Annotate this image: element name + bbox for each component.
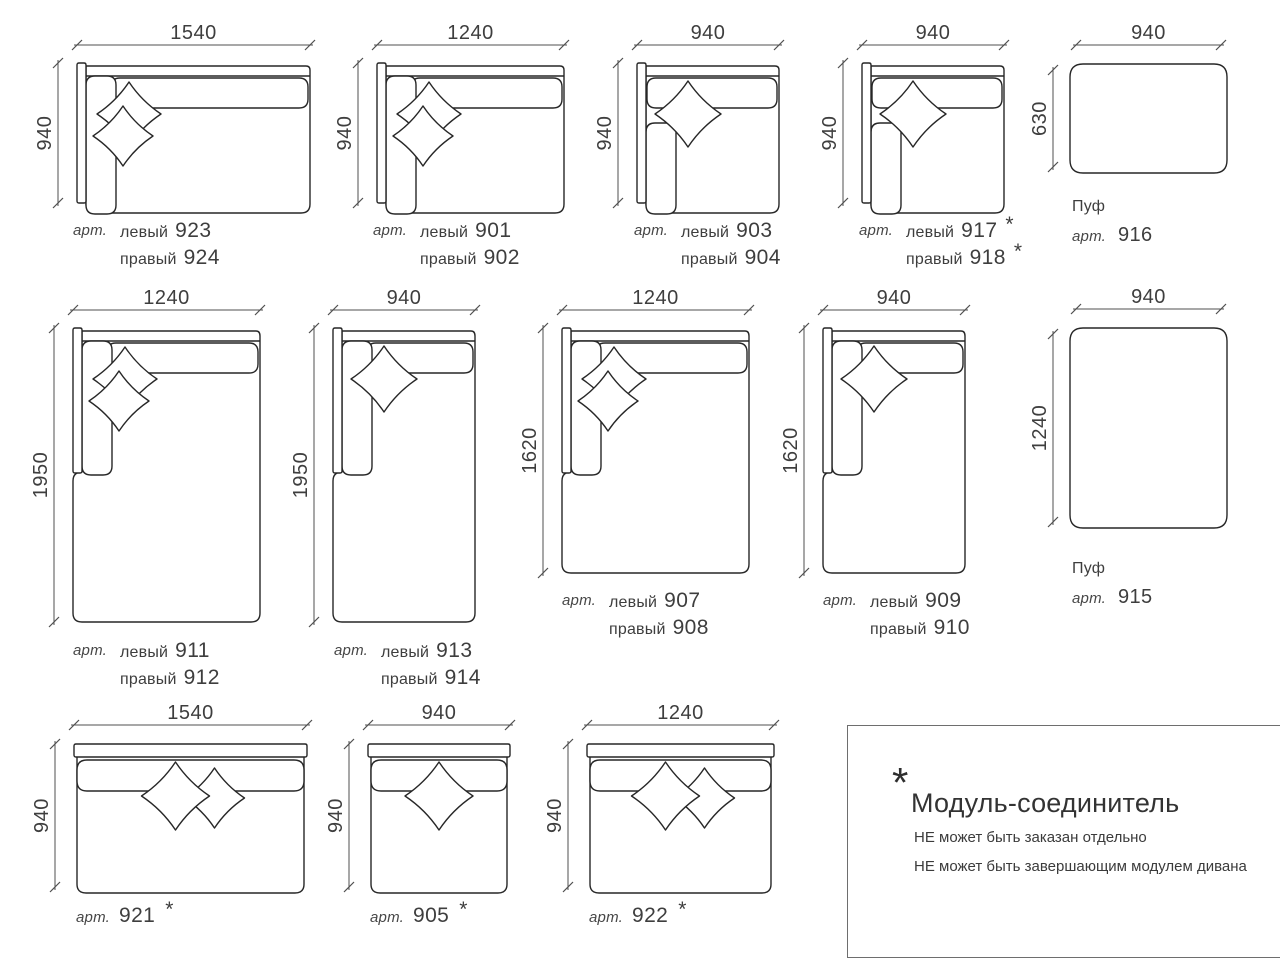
dimension-value: 1950 — [290, 451, 312, 499]
dimension-value: 1240 — [447, 22, 494, 44]
armrest-panel — [333, 328, 342, 473]
article-number: 908 — [672, 616, 709, 639]
module-drawing — [544, 702, 798, 919]
dimension-value: 940 — [1131, 286, 1166, 308]
backrest-rail — [368, 744, 510, 757]
connector-star: * — [459, 898, 468, 921]
dimension-value: 940 — [386, 287, 422, 309]
article-number: 913 — [436, 639, 473, 662]
article-row-right — [609, 615, 709, 642]
module-label — [634, 218, 781, 272]
pouf-title: Пуф — [1072, 198, 1106, 215]
armrest-panel — [862, 63, 871, 203]
armrest-panel — [77, 63, 86, 203]
armrest-panel — [562, 328, 571, 473]
article-row-right — [120, 245, 220, 272]
seat-cushion — [342, 341, 372, 475]
side-word: правый — [419, 251, 477, 268]
module-label — [859, 213, 1023, 272]
side-word: правый — [869, 621, 927, 638]
module-drawing — [1030, 24, 1251, 199]
side-word: правый — [680, 251, 738, 268]
article-word: арт. — [73, 222, 107, 239]
module-label — [76, 898, 174, 930]
dimension-value: 1540 — [170, 22, 217, 44]
dimension-value: 940 — [690, 22, 726, 44]
module-label — [823, 588, 970, 642]
article-number: 917 — [961, 219, 998, 242]
back-cushion — [872, 78, 1002, 108]
pouf-article — [1072, 586, 1153, 611]
connector-star: * — [165, 898, 174, 921]
armrest-panel — [823, 328, 832, 473]
dimension-value: 630 — [1029, 101, 1051, 136]
connector-star: * — [678, 898, 687, 921]
dimension-value: 1540 — [167, 702, 214, 724]
article-number: 918 — [969, 246, 1006, 269]
module-drawing — [1030, 288, 1251, 554]
article-row-right — [870, 615, 970, 642]
article-row-left — [905, 213, 1021, 245]
connector-star: * — [1005, 213, 1014, 236]
side-word: левый — [119, 644, 169, 661]
dimension-value: 940 — [819, 115, 841, 151]
article-row-right — [381, 665, 481, 692]
article-row-right — [120, 665, 220, 692]
dimension-value: 940 — [34, 115, 56, 151]
article-rows — [905, 213, 1023, 272]
module-drawing — [325, 702, 534, 919]
dimension-value: 940 — [325, 798, 347, 833]
article-row-right — [420, 245, 520, 272]
dimension-value: 1620 — [519, 427, 541, 474]
dimension-value: 940 — [594, 115, 616, 151]
article-number: 902 — [483, 246, 520, 269]
pouf-title: Пуф — [1072, 560, 1106, 577]
side-word: левый — [905, 224, 955, 241]
armrest-panel — [73, 328, 82, 473]
module-drawing — [819, 22, 1028, 239]
side-word: правый — [119, 251, 177, 268]
article-number: 904 — [744, 246, 781, 269]
article-row-left — [420, 218, 520, 245]
module-label — [1072, 198, 1153, 249]
article-word: арт. — [1072, 590, 1106, 607]
dimension-value: 1240 — [1029, 404, 1051, 452]
dimension-value: 1950 — [30, 451, 52, 499]
connector-note-box — [847, 725, 1280, 958]
dimension-value: 1240 — [143, 287, 190, 309]
connector-note-line-2: НЕ может быть завершающим модулем дивана — [914, 858, 1247, 875]
article-row-left — [609, 588, 709, 615]
article-number: 905 — [412, 904, 450, 927]
module-label — [370, 898, 468, 930]
article-word: арт. — [823, 592, 857, 609]
article-number: 914 — [444, 666, 481, 689]
article-word: арт. — [562, 592, 596, 609]
article-number: 921 — [118, 904, 156, 927]
article-number: 903 — [736, 219, 773, 242]
pouf-body — [1070, 64, 1227, 173]
article-rows — [120, 218, 220, 272]
article-word: арт. — [634, 222, 668, 239]
article-word: арт. — [1072, 228, 1106, 245]
article-word: арт. — [373, 222, 407, 239]
article-word: арт. — [73, 642, 107, 659]
module-drawing — [594, 22, 803, 239]
article-rows — [681, 218, 781, 272]
module-drawing — [31, 702, 331, 919]
module-label — [73, 218, 220, 272]
dimension-value: 1240 — [632, 287, 679, 309]
module-drawing — [334, 22, 588, 239]
module-drawing — [519, 287, 773, 599]
module-label — [373, 218, 520, 272]
article-row-right — [905, 240, 1023, 272]
article-row-left — [120, 638, 220, 665]
module-label — [334, 638, 481, 692]
pouf-body — [1070, 328, 1227, 528]
side-word: правый — [608, 621, 666, 638]
dimension-value: 940 — [915, 22, 951, 44]
article-rows — [381, 638, 481, 692]
article-row-left — [381, 638, 481, 665]
back-cushion — [647, 78, 777, 108]
article-word: арт. — [370, 909, 404, 926]
article-word: арт. — [859, 222, 893, 239]
dimension-value: 940 — [31, 798, 53, 833]
dimension-value: 940 — [334, 115, 356, 151]
side-word: правый — [119, 671, 177, 688]
article-number: 911 — [175, 639, 210, 662]
dimension-value: 1240 — [657, 702, 704, 724]
article-number: 915 — [1117, 586, 1153, 608]
connector-note-line-1: НЕ может быть заказан отдельно — [914, 829, 1147, 846]
seat-cushion — [832, 341, 862, 475]
backrest-rail — [74, 744, 307, 757]
article-number: 907 — [664, 589, 701, 612]
footnote-asterisk: * — [892, 759, 909, 806]
module-drawing — [30, 287, 284, 648]
article-word: арт. — [334, 642, 368, 659]
module-label — [562, 588, 709, 642]
dimension-value: 940 — [421, 702, 457, 724]
article-rows — [120, 638, 220, 692]
article-row-left — [120, 218, 220, 245]
article-number: 909 — [925, 589, 962, 612]
dimension-value: 1620 — [780, 427, 802, 474]
article-number: 922 — [631, 904, 669, 927]
article-rows — [420, 218, 520, 272]
side-word: левый — [680, 224, 730, 241]
module-drawing — [290, 287, 499, 648]
article-rows — [870, 588, 970, 642]
armrest-panel — [377, 63, 386, 203]
article-word: арт. — [589, 909, 623, 926]
article-row-left — [870, 588, 970, 615]
article-number: 910 — [933, 616, 970, 639]
article-row-right — [681, 245, 781, 272]
article-number: 916 — [1117, 224, 1153, 246]
article-word: арт. — [76, 909, 110, 926]
article-number: 923 — [175, 219, 212, 242]
connector-note-title: Модуль-соединитель — [911, 788, 1180, 818]
seat-cushion — [871, 123, 901, 214]
side-word: левый — [119, 224, 169, 241]
dimension-value: 940 — [876, 287, 912, 309]
side-word: левый — [608, 594, 658, 611]
module-label — [1072, 560, 1153, 611]
dimension-value: 940 — [544, 798, 566, 833]
module-drawing — [34, 22, 334, 239]
side-word: левый — [380, 644, 430, 661]
module-drawing — [780, 287, 989, 599]
module-label — [73, 638, 220, 692]
article-number: 901 — [475, 219, 512, 242]
article-number: 912 — [183, 666, 220, 689]
armrest-panel — [637, 63, 646, 203]
side-word: левый — [419, 224, 469, 241]
article-number: 924 — [183, 246, 220, 269]
side-word: левый — [869, 594, 919, 611]
backrest-rail — [587, 744, 774, 757]
dimension-value: 940 — [1131, 22, 1166, 44]
side-word: правый — [380, 671, 438, 688]
pouf-article — [1072, 224, 1153, 249]
side-word: правый — [905, 251, 963, 268]
article-row-left — [681, 218, 781, 245]
module-label — [589, 898, 687, 930]
connector-star: * — [1013, 240, 1023, 263]
article-rows — [609, 588, 709, 642]
seat-cushion — [646, 123, 676, 214]
